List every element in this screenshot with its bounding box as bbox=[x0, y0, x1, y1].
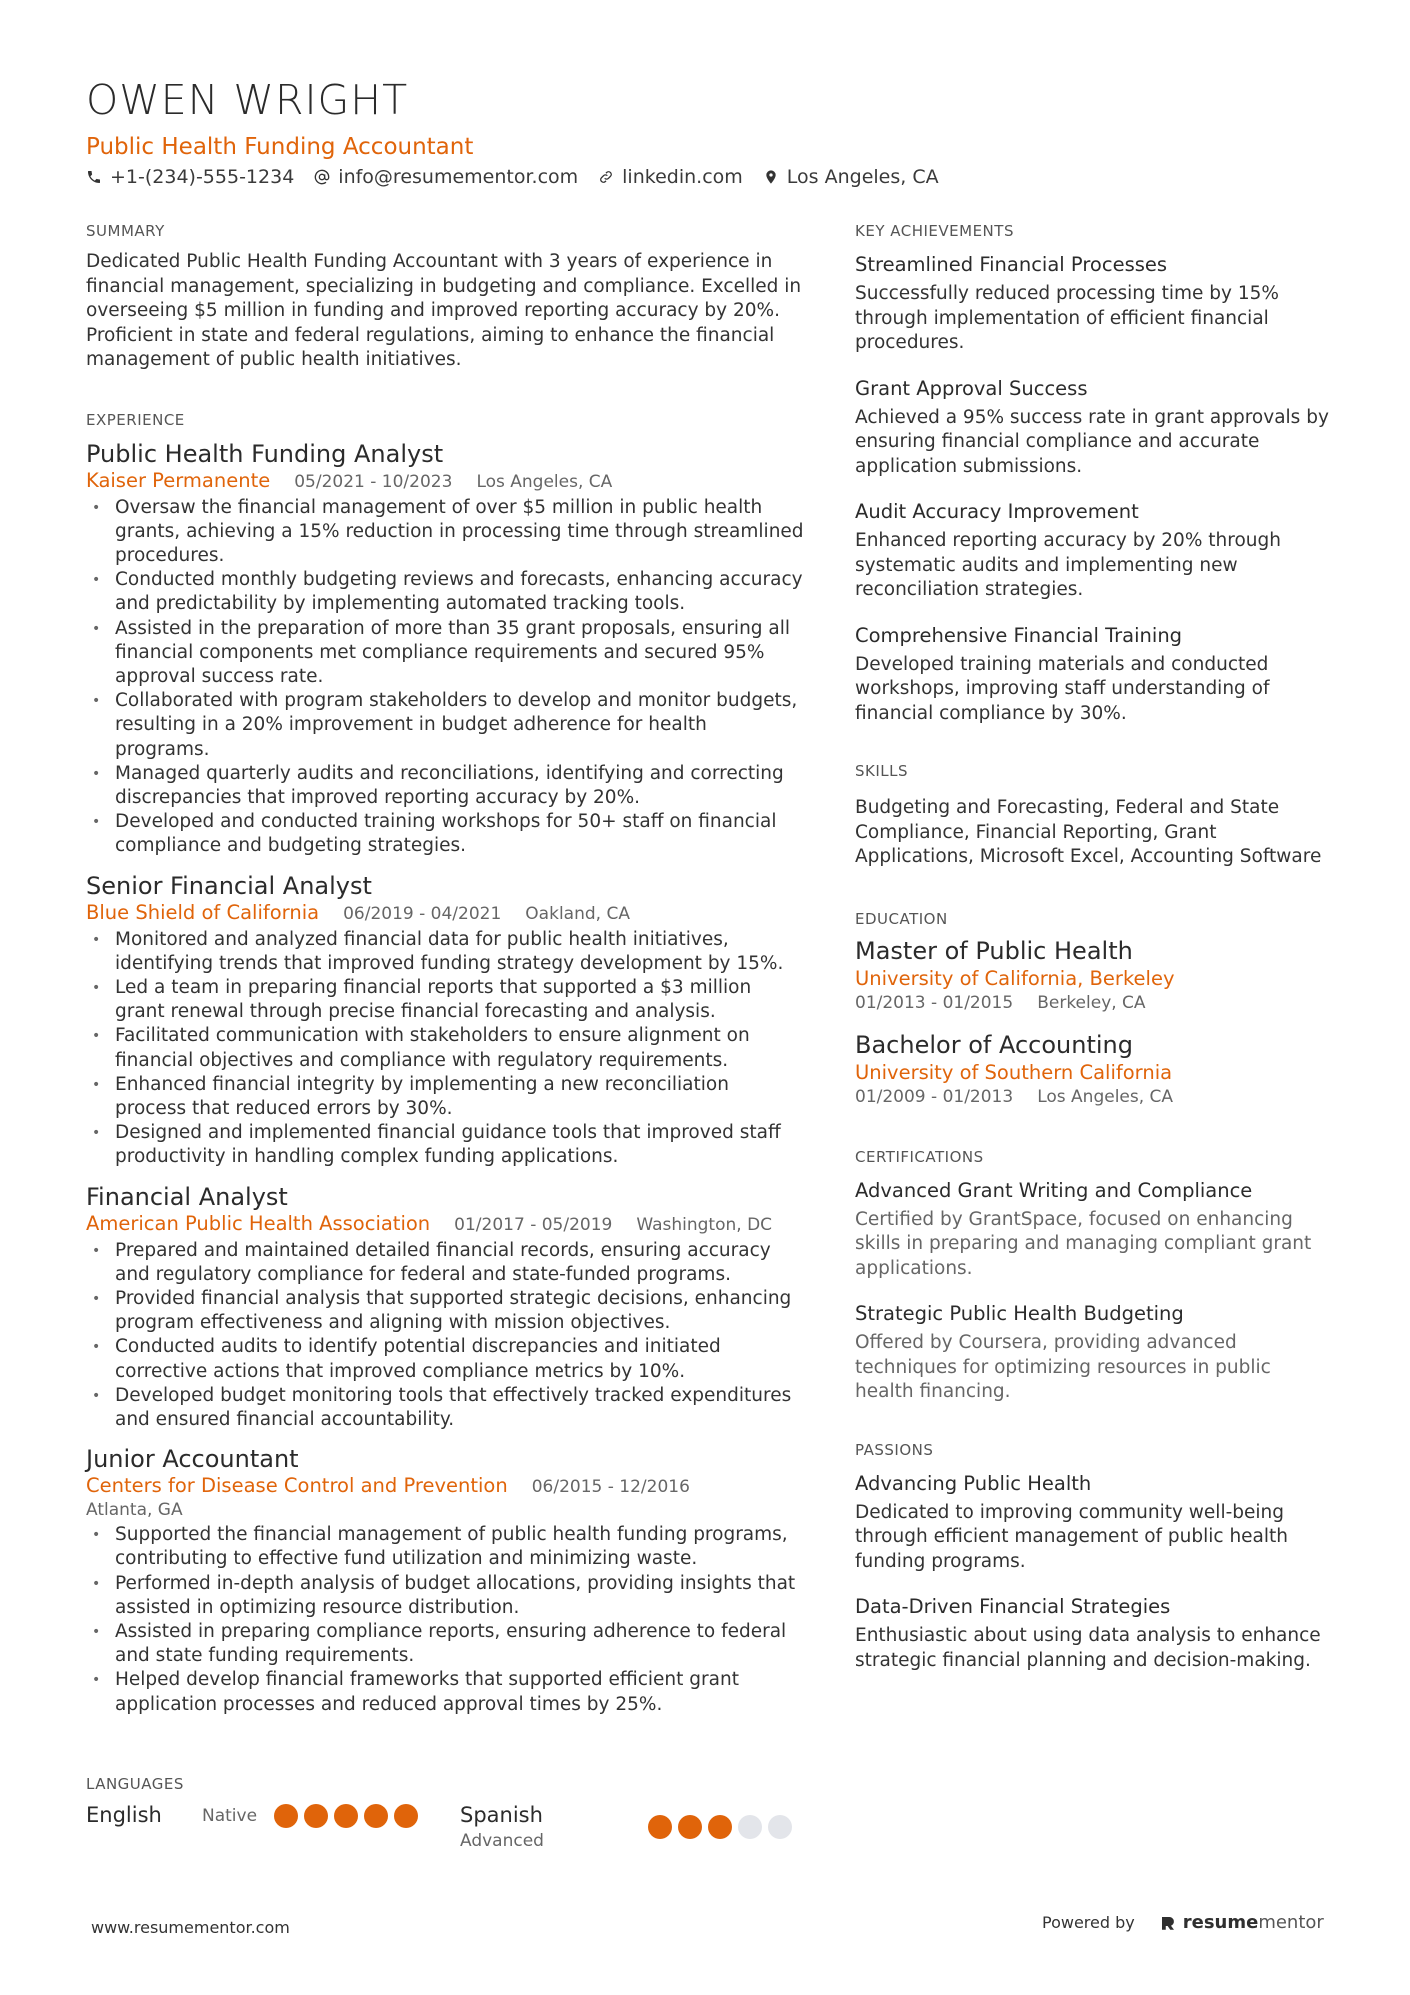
experience-section bbox=[86, 411, 804, 1717]
education-school: University of Southern California bbox=[855, 1060, 1173, 1084]
education-location: Berkeley, CA bbox=[1037, 992, 1146, 1013]
contact-email[interactable] bbox=[314, 166, 578, 188]
job-entry bbox=[86, 1182, 804, 1433]
achievement-item bbox=[855, 623, 1335, 727]
rating-dot-filled bbox=[708, 1815, 732, 1839]
rating-dot-filled bbox=[304, 1804, 328, 1828]
passion-item bbox=[855, 1594, 1335, 1673]
brand-bold: resume bbox=[1182, 1912, 1259, 1933]
linkedin-text: linkedin.com bbox=[622, 166, 743, 188]
bullet: • Performed in-depth analysis of budget allocations, providing insights that assisted in optimizing resource distribution. bbox=[86, 1572, 804, 1620]
education-item bbox=[855, 1030, 1335, 1108]
bullet: • Assisted in preparing compliance reports, ensuring adherence to federal and state funding requirements. bbox=[86, 1620, 804, 1668]
job-meta bbox=[86, 469, 804, 494]
skills-heading: SKILLS bbox=[855, 762, 909, 780]
phone-icon bbox=[86, 169, 102, 185]
footer-website[interactable]: www.resumementor.com bbox=[91, 1918, 290, 1937]
passion-title: Data-Driven Financial Strategies bbox=[855, 1595, 1171, 1618]
job-title: Public Health Funding Analyst bbox=[86, 439, 444, 468]
certification-item bbox=[855, 1178, 1335, 1282]
rating-dot-empty bbox=[738, 1815, 762, 1839]
bullet: • Collaborated with program stakeholders to develop and monitor budgets, resulting in a 20% improvement in budget adherence for health programs. bbox=[86, 689, 804, 762]
job-company: American Public Health Association bbox=[86, 1211, 431, 1235]
achievement-title: Audit Accuracy Improvement bbox=[855, 500, 1139, 523]
education-dates: 01/2009 - 01/2013 bbox=[855, 1086, 1014, 1107]
certification-title: Strategic Public Health Budgeting bbox=[855, 1302, 1184, 1325]
language-rating bbox=[274, 1801, 418, 1828]
certifications-section bbox=[855, 1148, 1335, 1405]
achievement-title: Streamlined Financial Processes bbox=[855, 253, 1168, 276]
achievement-desc: Enhanced reporting accuracy by 20% through systematic audits and implementing new reconciliation strategies. bbox=[855, 530, 1281, 600]
summary-heading: SUMMARY bbox=[86, 222, 165, 240]
language-english bbox=[86, 1801, 460, 1829]
language-rating bbox=[648, 1801, 792, 1839]
achievement-desc: Achieved a 95% success rate in grant approvals by ensuring financial compliance and accurate application submissions. bbox=[855, 406, 1329, 477]
job-title: Junior Accountant bbox=[86, 1445, 299, 1474]
brand-light: mentor bbox=[1258, 1912, 1324, 1933]
bullet: • Led a team in preparing financial reports that supported a $3 million grant renewal through precise financial forecasting and analysis. bbox=[86, 976, 804, 1024]
passion-desc: Enthusiastic about using data analysis to enhance strategic financial planning and decision-making. bbox=[855, 1625, 1321, 1671]
certification-desc: Offered by Coursera, providing advanced techniques for optimizing resources in public health financing. bbox=[855, 1332, 1271, 1402]
job-company: Kaiser Permanente bbox=[86, 468, 271, 492]
job-meta bbox=[86, 1212, 804, 1237]
job-location: Los Angeles, CA bbox=[476, 471, 613, 492]
language-name: Spanish bbox=[460, 1803, 543, 1827]
languages-section bbox=[86, 1775, 804, 1853]
footer-powered bbox=[1042, 1912, 1324, 1933]
languages-row bbox=[86, 1801, 804, 1853]
bullet: • Enhanced financial integrity by implementing a new reconciliation process that reduced errors by 30%. bbox=[86, 1073, 804, 1121]
job-dates: 06/2019 - 04/2021 bbox=[343, 903, 502, 924]
rating-dot-filled bbox=[364, 1804, 388, 1828]
language-level: Native bbox=[202, 1806, 258, 1826]
rating-dot-filled bbox=[394, 1804, 418, 1828]
experience-heading: EXPERIENCE bbox=[86, 410, 185, 429]
education-dates: 01/2013 - 01/2015 bbox=[855, 992, 1014, 1013]
education-section bbox=[855, 910, 1335, 1108]
summary-section bbox=[86, 222, 804, 373]
education-item bbox=[855, 936, 1335, 1014]
achievement-desc: Successfully reduced processing time by 15% through implementation of efficient financial procedures. bbox=[855, 283, 1279, 353]
bullet: • Monitored and analyzed financial data for public health initiatives, identifying trends that improved funding strategy development by 15%. bbox=[86, 928, 804, 976]
achievement-title: Grant Approval Success bbox=[855, 376, 1088, 400]
skills-text: Budgeting and Forecasting, Federal and State Compliance, Financial Reporting, Grant Applications, Microsoft Excel, Accounting Software bbox=[855, 797, 1322, 867]
phone-text: +1-(234)-555-1234 bbox=[110, 166, 295, 188]
passion-desc: Dedicated to improving community well-being through efficient management of public health funding programs. bbox=[855, 1501, 1289, 1572]
skills-section bbox=[855, 762, 1335, 870]
email-text: info@resumementor.com bbox=[338, 166, 579, 188]
job-company: Centers for Disease Control and Prevention bbox=[86, 1474, 508, 1498]
bullet: • Conducted audits to identify potential discrepancies and initiated corrective actions that improved compliance metrics by 10%. bbox=[86, 1335, 804, 1383]
achievement-item bbox=[855, 376, 1335, 480]
at-sign-icon bbox=[314, 169, 330, 185]
achievements-section bbox=[855, 222, 1335, 726]
location-pin-icon bbox=[763, 169, 779, 185]
certifications-heading: CERTIFICATIONS bbox=[855, 1147, 984, 1166]
job-entry bbox=[86, 1444, 804, 1717]
job-location: Oakland, CA bbox=[525, 903, 630, 924]
job-title: Financial Analyst bbox=[86, 1182, 288, 1211]
candidate-name: OWEN WRIGHT bbox=[86, 76, 409, 124]
language-level: Advanced bbox=[460, 1831, 544, 1851]
passion-title: Advancing Public Health bbox=[855, 1471, 1092, 1495]
job-dates: 05/2021 - 10/2023 bbox=[294, 471, 453, 492]
bullet: • Managed quarterly audits and reconciliations, identifying and correcting discrepancies that improved reporting accuracy by 20%. bbox=[86, 762, 804, 810]
education-school: University of California, Berkeley bbox=[855, 966, 1175, 990]
bullet: • Developed and conducted training workshops for 50+ staff on financial compliance and budgeting strategies. bbox=[86, 810, 804, 858]
job-entry bbox=[86, 871, 804, 1170]
achievements-heading: KEY ACHIEVEMENTS bbox=[855, 222, 1014, 240]
education-location: Los Angeles, CA bbox=[1037, 1086, 1174, 1107]
achievement-desc: Developed training materials and conducted workshops, improving staff understanding of financial compliance by 30%. bbox=[855, 653, 1270, 724]
bullet: • Provided financial analysis that supported strategic decisions, enhancing program effectiveness and aligning with mission objectives. bbox=[86, 1287, 804, 1335]
contact-bar bbox=[86, 166, 939, 188]
link-icon bbox=[598, 169, 614, 185]
rating-dot-filled bbox=[334, 1804, 358, 1828]
resumementor-logo-icon bbox=[1159, 1914, 1177, 1932]
job-bullets bbox=[86, 1239, 804, 1433]
bullet: • Designed and implemented financial guidance tools that improved staff productivity in handling complex funding applications. bbox=[86, 1121, 804, 1169]
passions-heading: PASSIONS bbox=[855, 1440, 934, 1459]
bullet: • Conducted monthly budgeting reviews and forecasts, enhancing accuracy and predictability by implementing automated tracking tools. bbox=[86, 568, 804, 616]
job-location: Washington, DC bbox=[636, 1214, 773, 1235]
bullet: • Oversaw the financial management of over $5 million in public health grants, achieving a 15% reduction in processing time through streamlined procedures. bbox=[86, 496, 804, 569]
achievement-item bbox=[855, 499, 1335, 603]
education-degree: Bachelor of Accounting bbox=[855, 1030, 1133, 1059]
job-dates: 06/2015 - 12/2016 bbox=[531, 1477, 690, 1498]
location-text: Los Angeles, CA bbox=[786, 166, 939, 188]
contact-phone[interactable] bbox=[86, 166, 294, 188]
education-degree: Master of Public Health bbox=[855, 936, 1133, 965]
brand-logo[interactable] bbox=[1159, 1912, 1324, 1933]
summary-text: Dedicated Public Health Funding Accountant with 3 years of experience in financial management, specializing in budgeting and compliance. Excelled in overseeing $5 million in funding and improved reporting accuracy by 20%. Proficient in state and federal regulations, aiming to enhance the financial management of public health initiatives. bbox=[86, 251, 802, 370]
bullet: • Helped develop financial frameworks that supported efficient grant application processes and reduced approval times by 25%. bbox=[86, 1668, 804, 1716]
bullet: • Assisted in the preparation of more than 35 grant proposals, ensuring all financial components met compliance requirements and secured 95% approval success rate. bbox=[86, 617, 804, 690]
education-meta bbox=[855, 992, 1335, 1014]
certification-title: Advanced Grant Writing and Compliance bbox=[855, 1178, 1253, 1202]
bullet: • Developed budget monitoring tools that effectively tracked expenditures and ensured financial accountability. bbox=[86, 1384, 804, 1432]
rating-dot-filled bbox=[678, 1815, 702, 1839]
right-column bbox=[855, 222, 1335, 1693]
rating-dot-filled bbox=[648, 1815, 672, 1839]
contact-linkedin[interactable] bbox=[598, 166, 743, 188]
job-location: Atlanta, GA bbox=[86, 1500, 183, 1521]
job-meta bbox=[86, 1474, 804, 1499]
powered-by-text: Powered by bbox=[1042, 1913, 1135, 1932]
language-spanish bbox=[460, 1801, 792, 1853]
education-meta bbox=[855, 1086, 1335, 1108]
bullet: • Facilitated communication with stakeholders to ensure alignment on financial objectives and compliance with regulatory requirements. bbox=[86, 1024, 804, 1072]
job-dates: 01/2017 - 05/2019 bbox=[454, 1214, 613, 1235]
certification-item bbox=[855, 1301, 1335, 1405]
achievement-item bbox=[855, 252, 1335, 356]
passions-section bbox=[855, 1441, 1335, 1674]
job-bullets bbox=[86, 1523, 804, 1717]
language-text-group bbox=[460, 1801, 648, 1853]
language-name: English bbox=[86, 1803, 162, 1827]
certification-desc: Certified by GrantSpace, focused on enhancing skills in preparing and managing compliant grant applications. bbox=[855, 1208, 1312, 1279]
education-heading: EDUCATION bbox=[855, 909, 948, 928]
job-company: Blue Shield of California bbox=[86, 900, 320, 924]
job-entry bbox=[86, 439, 804, 859]
rating-dot-filled bbox=[274, 1804, 298, 1828]
achievement-title: Comprehensive Financial Training bbox=[855, 623, 1183, 647]
job-bullets bbox=[86, 928, 804, 1170]
candidate-title: Public Health Funding Accountant bbox=[86, 134, 474, 160]
left-column bbox=[86, 222, 804, 1717]
bullet: • Prepared and maintained detailed financial records, ensuring accuracy and regulatory compliance for federal and state-funded programs. bbox=[86, 1239, 804, 1287]
bullet: • Supported the financial management of public health funding programs, contributing to effective fund utilization and minimizing waste. bbox=[86, 1523, 804, 1571]
passion-item bbox=[855, 1471, 1335, 1575]
job-bullets bbox=[86, 496, 804, 859]
rating-dot-empty bbox=[768, 1815, 792, 1839]
job-meta bbox=[86, 901, 804, 926]
contact-location bbox=[763, 166, 939, 188]
languages-heading: LANGUAGES bbox=[86, 1775, 184, 1793]
job-title: Senior Financial Analyst bbox=[86, 871, 372, 900]
